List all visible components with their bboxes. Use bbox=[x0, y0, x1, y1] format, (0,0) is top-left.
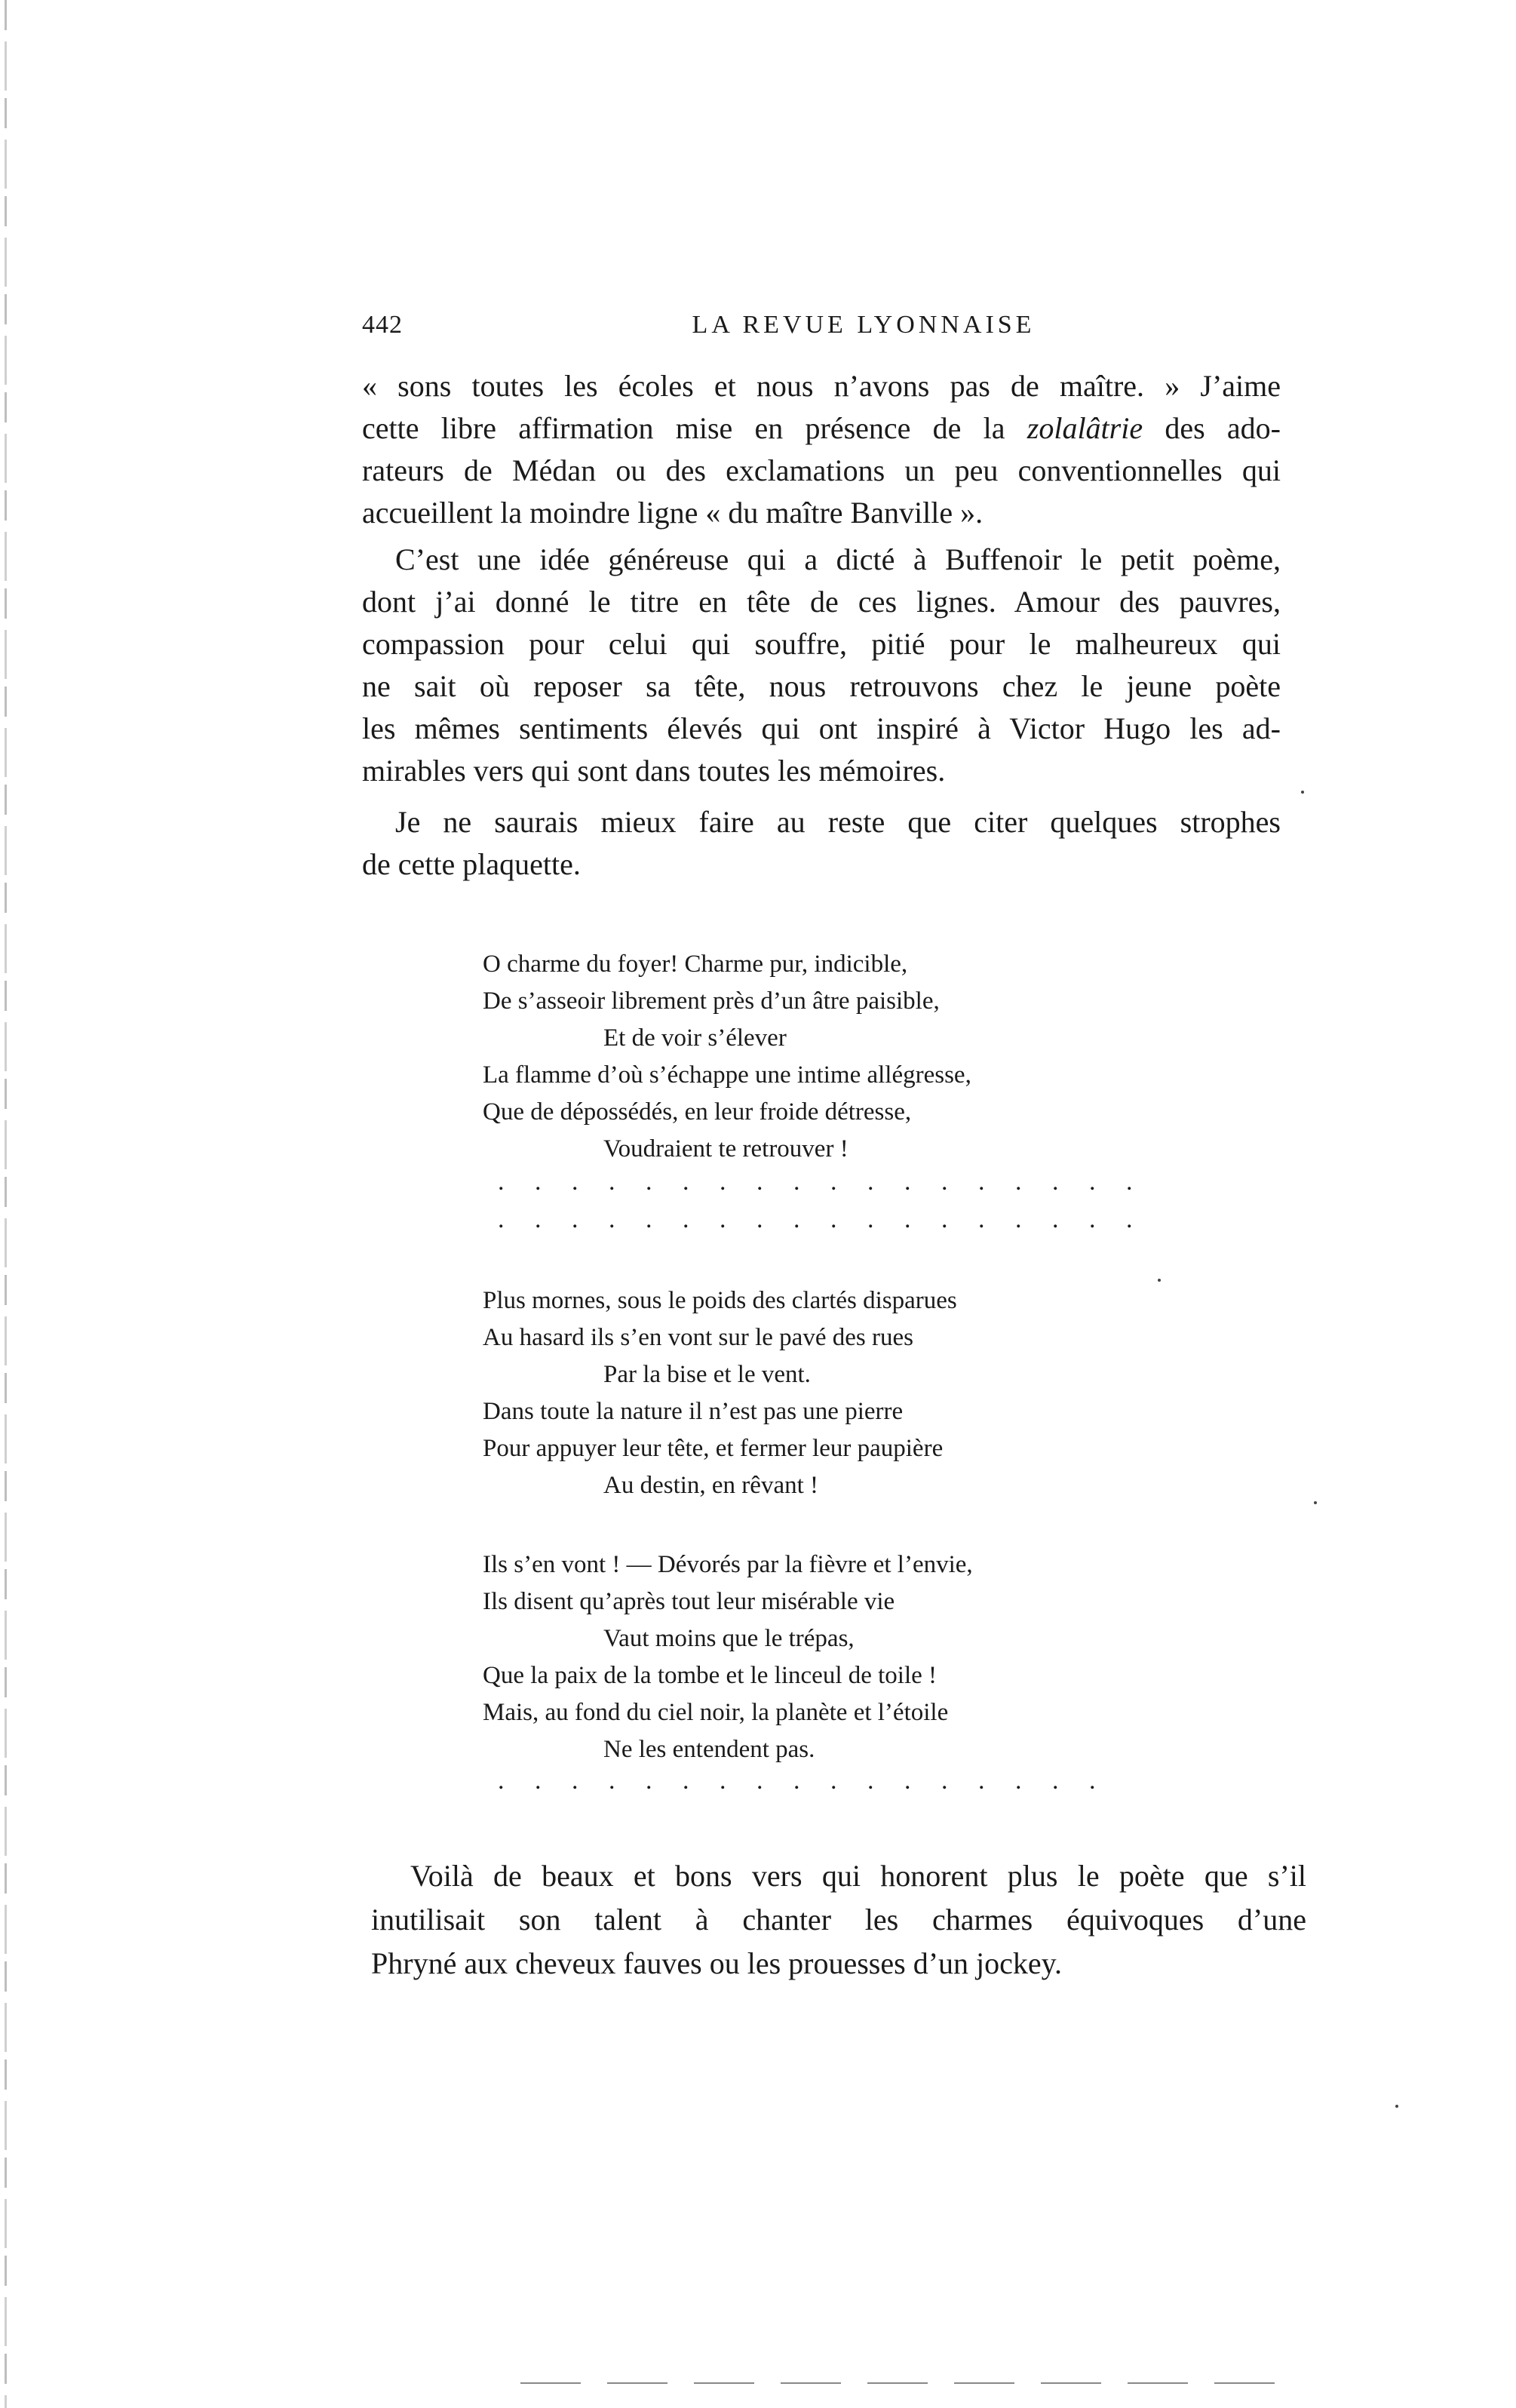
text-line: accueillent la moindre ligne « du maître Banville ». bbox=[362, 496, 984, 530]
ellipsis-row: . . . . . . . . . . . . . . . . . bbox=[498, 1767, 1108, 1795]
scan-speck bbox=[1314, 1501, 1317, 1504]
verse-line: De s’asseoir librement près d’un âtre paisible, bbox=[483, 987, 940, 1015]
text-line bbox=[362, 407, 1281, 450]
scan-edge bbox=[5, 0, 7, 2408]
verse-line: O charme du foyer! Charme pur, indicible, bbox=[483, 951, 908, 978]
text-line: Phryné aux cheveux fauves ou les prouesses d’un jockey. bbox=[371, 1946, 1063, 1980]
paragraph-3 bbox=[362, 801, 1281, 886]
text-line: inutilisait son talent à chanter les charmes équivoques d’une bbox=[371, 1903, 1306, 1937]
text-segment: des ado- bbox=[1143, 411, 1281, 445]
verse-line: Dans toute la nature il n’est pas une pierre bbox=[483, 1398, 904, 1425]
closing-paragraph bbox=[371, 1854, 1306, 1986]
verse-line: Et de voir s’élever bbox=[603, 1024, 787, 1052]
verse-line: Au destin, en rêvant ! bbox=[603, 1472, 818, 1499]
text-line: mirables vers qui sont dans toutes les mémoires. bbox=[362, 754, 946, 788]
ellipsis-row: . . . . . . . . . . . . . . . . . . bbox=[498, 1168, 1145, 1196]
text-line: Voilà de beaux et bons vers qui honorent plus le poète que s’il bbox=[410, 1859, 1306, 1893]
paragraph-1 bbox=[362, 365, 1281, 534]
verse-line: Ils s’en vont ! — Dévorés par la fièvre et l’envie, bbox=[483, 1551, 973, 1578]
page-number: 442 bbox=[362, 311, 403, 339]
text-line: ne sait où reposer sa tête, nous retrouvons chez le jeune poète bbox=[362, 669, 1281, 703]
poem-stanza-1 bbox=[483, 946, 1101, 1168]
verse-line: Par la bise et le vent. bbox=[603, 1361, 811, 1388]
verse-line: Vaut moins que le trépas, bbox=[603, 1625, 855, 1652]
verse-line: Pour appuyer leur tête, et fermer leur paupière bbox=[483, 1435, 944, 1462]
paragraph-2 bbox=[362, 539, 1281, 792]
text-line: de cette plaquette. bbox=[362, 847, 581, 881]
text-line: les mêmes sentiments élevés qui ont inspiré à Victor Hugo les ad- bbox=[362, 711, 1281, 745]
italic-term: zolalâtrie bbox=[1027, 411, 1143, 445]
verse-line: Que la paix de la tombe et le linceul de toile ! bbox=[483, 1662, 938, 1689]
verse-line: Plus mornes, sous le poids des clartés disparues bbox=[483, 1287, 957, 1314]
text-line: rateurs de Médan ou des exclamations un peu conventionnelles qui bbox=[362, 453, 1281, 487]
poem-stanza-3 bbox=[483, 1546, 1101, 1768]
verse-line: Voudraient te retrouver ! bbox=[603, 1135, 849, 1163]
footer-rule bbox=[520, 2382, 1275, 2384]
ellipsis-row: . . . . . . . . . . . . . . . . . . bbox=[498, 1206, 1145, 1233]
text-line: dont j’ai donné le titre en tête de ces lignes. Amour des pauvres, bbox=[362, 585, 1281, 619]
poem-stanza-2 bbox=[483, 1282, 1101, 1504]
verse-line: Mais, au fond du ciel noir, la planète et l’étoile bbox=[483, 1699, 949, 1726]
running-title: LA REVUE LYONNAISE bbox=[692, 311, 1036, 339]
verse-line: La flamme d’où s’échappe une intime allégresse, bbox=[483, 1061, 971, 1089]
verse-line: Ils disent qu’après tout leur misérable vie bbox=[483, 1588, 895, 1615]
scan-speck bbox=[1395, 2105, 1398, 2108]
page-header bbox=[362, 311, 1281, 347]
verse-line: Que de dépossédés, en leur froide détresse, bbox=[483, 1098, 912, 1126]
text-line: Je ne saurais mieux faire au reste que citer quelques strophes bbox=[395, 805, 1281, 839]
scan-speck bbox=[1301, 791, 1304, 794]
verse-line: Au hasard ils s’en vont sur le pavé des rues bbox=[483, 1324, 913, 1351]
text-line: « sons toutes les écoles et nous n’avons pas de maître. » J’aime bbox=[362, 369, 1281, 403]
verse-line: Ne les entendent pas. bbox=[603, 1736, 815, 1763]
text-line: C’est une idée généreuse qui a dicté à Buffenoir le petit poème, bbox=[395, 542, 1281, 576]
scan-speck bbox=[1158, 1279, 1161, 1282]
text-line: compassion pour celui qui souffre, pitié pour le malheureux qui bbox=[362, 627, 1281, 661]
text-segment: cette libre affirmation mise en présence de la bbox=[362, 411, 1027, 445]
